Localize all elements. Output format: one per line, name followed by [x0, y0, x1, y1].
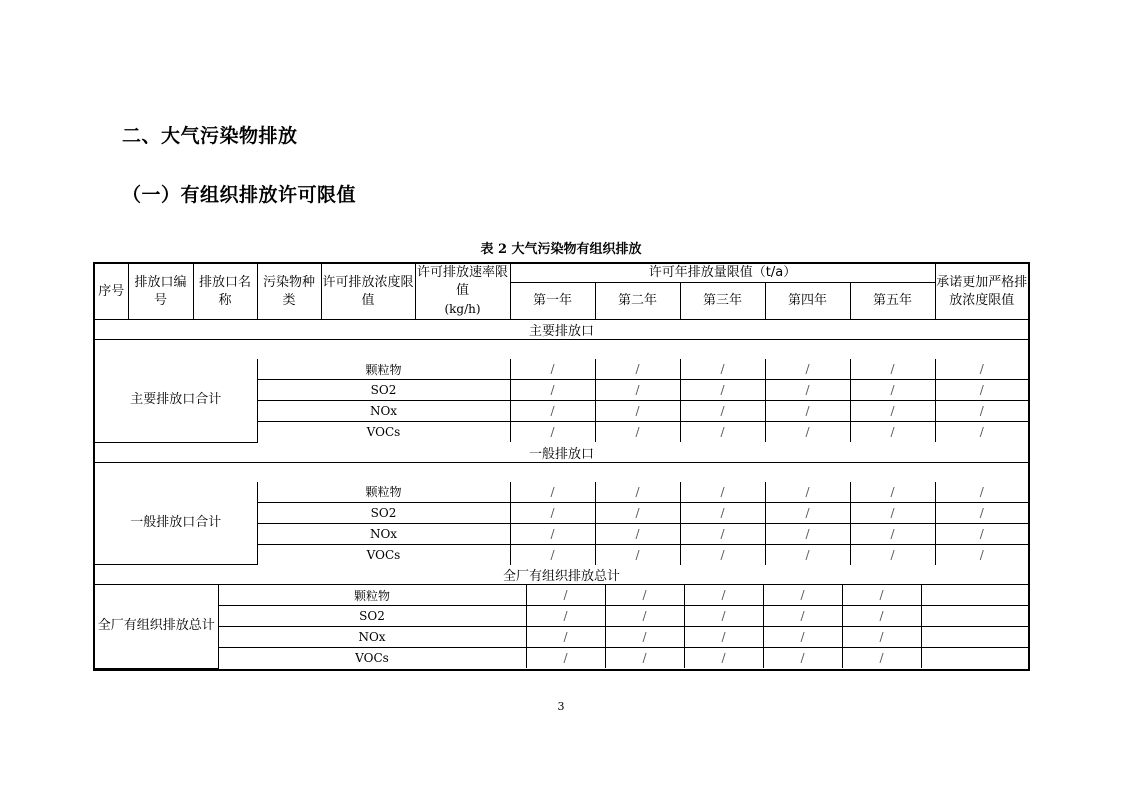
table-caption [0, 238, 1122, 257]
slash-cell: / [680, 359, 765, 380]
slash-cell: / [763, 606, 842, 627]
slash-cell: / [595, 359, 680, 380]
header-seq: 序号 [95, 264, 128, 320]
pollutant-cell: 颗粒物 [257, 482, 510, 503]
slash-cell: / [935, 544, 1028, 565]
header-year-3: 第三年 [680, 283, 765, 320]
main-total-label: 主要排放口合计 [95, 359, 257, 442]
slash-cell: / [850, 422, 935, 443]
section-title: 二、大气污染物排放 [122, 125, 298, 147]
header-outlet-no: 排放口编号 [128, 264, 193, 320]
band-plant-total: 全厂有组织排放总计 [503, 569, 621, 584]
slash-cell: / [765, 523, 850, 544]
header-annual-limit: 许可年排放量限值（t/a） [510, 264, 935, 283]
slash-cell: / [595, 523, 680, 544]
header-outlet-name: 排放口名称 [193, 264, 257, 320]
pollutant-cell: VOCs [218, 648, 526, 669]
emission-table [93, 262, 1030, 671]
header-pollutant: 污染物种类 [257, 264, 321, 320]
slash-cell: / [680, 401, 765, 422]
slash-cell: / [684, 606, 763, 627]
pollutant-cell: SO2 [218, 606, 526, 627]
slash-cell: / [850, 544, 935, 565]
empty-cell [921, 585, 1030, 606]
pollutant-cell: NOx [257, 523, 510, 544]
band-general-outlet: 一般排放口 [95, 442, 1028, 462]
slash-cell: / [605, 648, 684, 669]
header-stricter-limit: 承诺更加严格排放浓度限值 [935, 264, 1028, 320]
slash-cell: / [595, 482, 680, 503]
table-row [95, 606, 1030, 627]
slash-cell: / [680, 422, 765, 443]
slash-cell: / [680, 544, 765, 565]
slash-cell: / [595, 401, 680, 422]
table-caption-text: 大气污染物有组织排放 [511, 242, 642, 257]
pollutant-cell: VOCs [257, 544, 510, 565]
header-year-1: 第一年 [510, 283, 595, 320]
slash-cell: / [850, 380, 935, 401]
slash-cell: / [842, 606, 921, 627]
slash-cell: / [765, 482, 850, 503]
pollutant-cell: NOx [218, 627, 526, 648]
slash-cell: / [605, 606, 684, 627]
slash-cell: / [765, 401, 850, 422]
slash-cell: / [684, 585, 763, 606]
header-year-2: 第二年 [595, 283, 680, 320]
empty-cell [921, 648, 1030, 669]
slash-cell: / [526, 648, 605, 669]
slash-cell: / [765, 380, 850, 401]
slash-cell: / [935, 380, 1028, 401]
slash-cell: / [510, 482, 595, 503]
table-row [95, 627, 1030, 648]
slash-cell: / [605, 585, 684, 606]
slash-cell: / [935, 401, 1028, 422]
slash-cell: / [765, 502, 850, 523]
slash-cell: / [935, 502, 1028, 523]
slash-cell: / [763, 627, 842, 648]
slash-cell: / [763, 585, 842, 606]
slash-cell: / [765, 359, 850, 380]
table-row [95, 585, 1030, 606]
pollutant-cell: 颗粒物 [257, 359, 510, 380]
table-row [95, 482, 1028, 503]
empty-cell [921, 627, 1030, 648]
pollutant-cell: VOCs [257, 422, 510, 443]
general-total-label: 一般排放口合计 [95, 482, 257, 565]
slash-cell: / [595, 502, 680, 523]
slash-cell: / [680, 380, 765, 401]
header-year-5: 第五年 [850, 283, 935, 320]
pollutant-cell: NOx [257, 401, 510, 422]
table-row [95, 648, 1030, 669]
subsection-title: （一）有组织排放许可限值 [122, 184, 357, 206]
band-main-outlet: 主要排放口 [95, 320, 1028, 340]
pollutant-cell: 颗粒物 [218, 585, 526, 606]
slash-cell: / [842, 627, 921, 648]
slash-cell: / [935, 422, 1028, 443]
slash-cell: / [595, 544, 680, 565]
blank-row [95, 340, 1028, 360]
slash-cell: / [850, 502, 935, 523]
slash-cell: / [510, 401, 595, 422]
slash-cell: / [510, 422, 595, 443]
plant-total-label: 全厂有组织排放总计 [95, 585, 218, 669]
table-caption-number: 表 2 [480, 242, 508, 257]
slash-cell: / [510, 380, 595, 401]
slash-cell: / [850, 523, 935, 544]
slash-cell: / [510, 502, 595, 523]
slash-cell: / [526, 606, 605, 627]
header-rate-limit [415, 264, 510, 320]
slash-cell: / [510, 523, 595, 544]
header-year-4: 第四年 [765, 283, 850, 320]
header-conc-limit: 许可排放浓度限值 [321, 264, 415, 320]
pollutant-cell: SO2 [257, 502, 510, 523]
slash-cell: / [850, 401, 935, 422]
slash-cell: / [605, 627, 684, 648]
blank-row [95, 462, 1028, 482]
slash-cell: / [526, 627, 605, 648]
slash-cell: / [850, 359, 935, 380]
slash-cell: / [763, 648, 842, 669]
page-number: 3 [557, 700, 565, 713]
slash-cell: / [935, 359, 1028, 380]
slash-cell: / [510, 359, 595, 380]
slash-cell: / [680, 502, 765, 523]
header-rate-limit-label: 许可排放速率限值 [416, 265, 508, 298]
slash-cell: / [684, 627, 763, 648]
slash-cell: / [510, 544, 595, 565]
slash-cell: / [842, 585, 921, 606]
slash-cell: / [684, 648, 763, 669]
slash-cell: / [680, 482, 765, 503]
empty-cell [921, 606, 1030, 627]
slash-cell: / [850, 482, 935, 503]
slash-cell: / [595, 380, 680, 401]
pollutant-cell: SO2 [257, 380, 510, 401]
slash-cell: / [842, 648, 921, 669]
slash-cell: / [765, 544, 850, 565]
header-rate-unit: (kg/h) [444, 302, 481, 316]
slash-cell: / [595, 422, 680, 443]
slash-cell: / [765, 422, 850, 443]
slash-cell: / [526, 585, 605, 606]
slash-cell: / [935, 523, 1028, 544]
table-row [95, 359, 1028, 380]
slash-cell: / [935, 482, 1028, 503]
slash-cell: / [680, 523, 765, 544]
